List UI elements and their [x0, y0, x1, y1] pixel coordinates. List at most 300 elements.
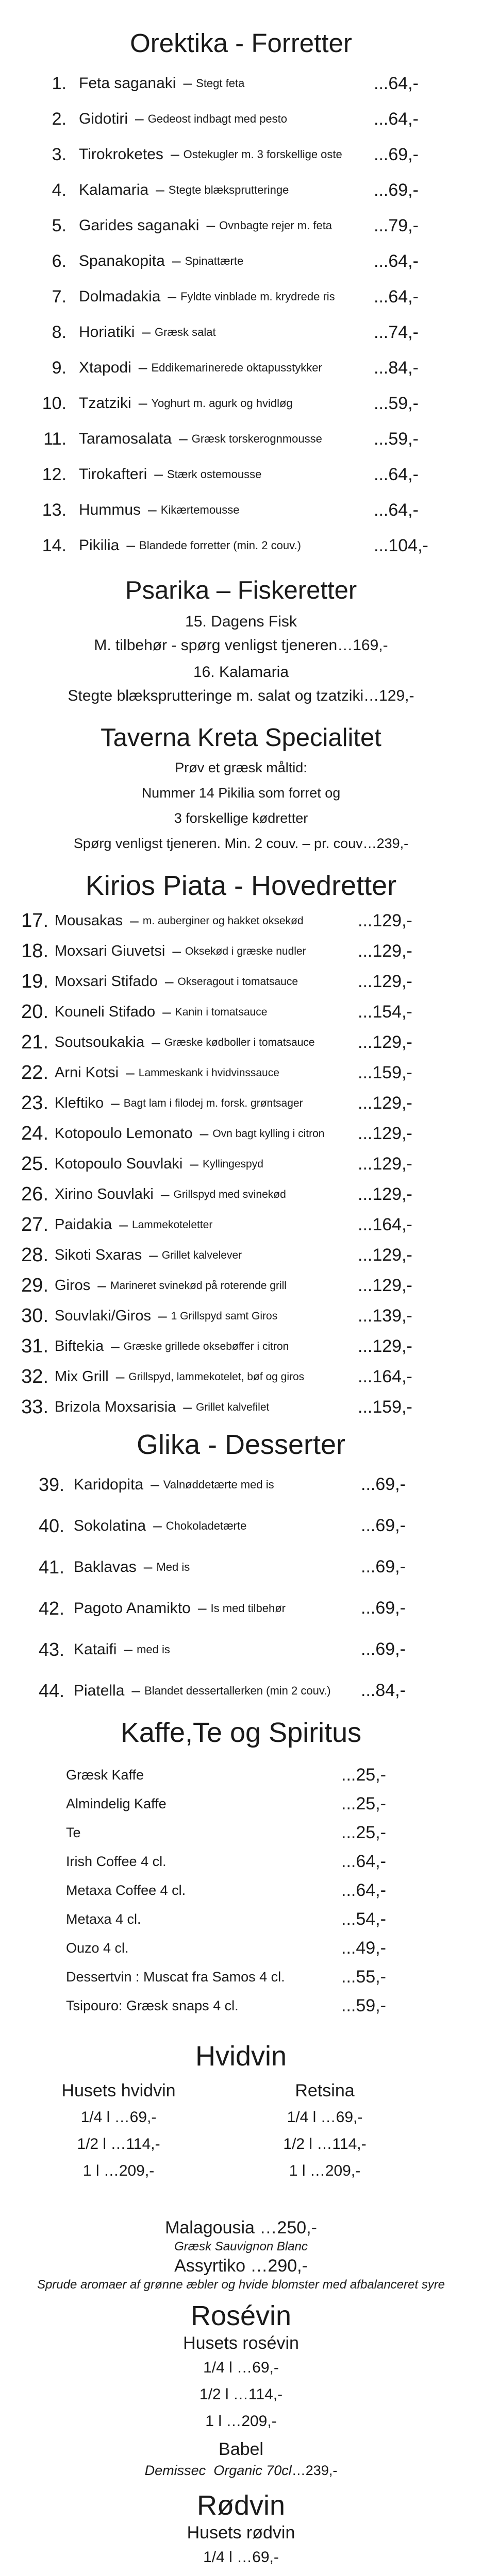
babel-price: …239,-	[291, 2462, 338, 2478]
item-dash: –	[142, 324, 151, 341]
item-price: ...129,-	[358, 1154, 412, 1174]
assyrtiko-title: Assyrtiko …290,-	[174, 2256, 308, 2276]
drink-name: Almindelig Kaffe	[66, 1796, 167, 1812]
item-price: ...164,-	[358, 1367, 412, 1387]
item-price: ...69,-	[361, 1598, 406, 1618]
item-dash: –	[168, 288, 177, 306]
kreta-line-1: Prøv et græsk måltid:	[175, 760, 307, 776]
item-dash: –	[138, 359, 147, 377]
menu-item-row	[0, 528, 482, 564]
item-dash: –	[124, 1640, 133, 1658]
item-dash: –	[111, 1337, 120, 1355]
section-title-hvidvin: Hvidvin	[195, 2040, 287, 2072]
item-description: Marineret svinekød på roterende grill	[110, 1279, 287, 1292]
item-description: Chokoladetærte	[165, 1519, 247, 1532]
item-dash: –	[126, 1064, 135, 1081]
item-number: 29.	[21, 1275, 48, 1297]
item-dash: –	[206, 217, 215, 234]
hovedretter-list	[0, 906, 482, 1422]
item-dash: –	[149, 1246, 158, 1264]
menu-item-row	[0, 967, 482, 997]
item-description: Bagt lam i filodej m. forsk. grøntsager	[123, 1097, 303, 1109]
kreta-line-4: Spørg venligst tjeneren. Min. 2 couv. – pr. couv…239,-	[73, 836, 409, 852]
item-dash: –	[131, 1682, 141, 1699]
menu-item-row	[0, 66, 482, 101]
item-dash: –	[183, 75, 192, 92]
menu-item-row	[0, 1301, 482, 1331]
drink-price: ...55,-	[341, 1967, 386, 1987]
item-name: Dolmadakia	[79, 288, 161, 306]
rosevin-block	[0, 2332, 482, 2480]
item-name: Kleftiko	[55, 1095, 104, 1112]
menu-item-row	[0, 1270, 482, 1301]
item-name: Moxsari Stifado	[55, 973, 158, 990]
hvidvin-house-col	[26, 2077, 211, 2184]
item-description: Grillet kalvelever	[161, 1249, 242, 1261]
item-number: 8.	[52, 322, 67, 342]
rodvin-line: 1/4 l …69,-	[203, 2548, 279, 2566]
item-dash: –	[135, 110, 144, 128]
item-dash: –	[111, 1094, 120, 1112]
item-price: ...159,-	[358, 1397, 412, 1417]
item-name: Kouneli Stifado	[55, 1004, 156, 1021]
menu-item-row	[0, 1240, 482, 1270]
babel-title: Babel	[219, 2439, 263, 2459]
item-description: Yoghurt m. agurk og hvidløg	[151, 397, 293, 410]
menu-item-row	[0, 1088, 482, 1118]
hvidvin-house-title: Husets hvidvin	[61, 2080, 176, 2100]
menu-item-row	[0, 1392, 482, 1422]
menu-item-row	[0, 1210, 482, 1240]
item-dash: –	[162, 1003, 171, 1021]
rodvin-block	[0, 2521, 482, 2576]
item-price: ...84,-	[374, 358, 419, 378]
section-title-fisk: Psarika – Fiskeretter	[125, 576, 357, 604]
menu-item-row	[0, 1505, 482, 1547]
menu-item-row	[0, 1027, 482, 1058]
retsina-line: 1 l …209,-	[289, 2162, 361, 2179]
item-price: ...139,-	[358, 1306, 412, 1326]
item-price: ...104,-	[374, 535, 428, 555]
item-price: ...154,-	[358, 1002, 412, 1022]
drink-row	[0, 1848, 482, 1876]
item-number: 41.	[38, 1556, 64, 1578]
menu-item-row	[0, 493, 482, 528]
item-number: 25.	[21, 1153, 48, 1175]
fisk-item-15-title: 15. Dagens Fisk	[185, 613, 297, 630]
item-dash: –	[130, 912, 139, 929]
item-dash: –	[148, 501, 157, 519]
item-number: 42.	[38, 1597, 64, 1619]
item-number: 23.	[21, 1092, 48, 1114]
item-dash: –	[172, 942, 181, 960]
item-name: Souvlaki/Giros	[55, 1308, 151, 1325]
item-number: 26.	[21, 1183, 48, 1206]
drink-price: ...64,-	[341, 1880, 386, 1901]
item-number: 18.	[21, 940, 48, 962]
item-description: Ostekugler m. 3 forskellige oste	[183, 148, 342, 161]
item-price: ...64,-	[374, 73, 419, 93]
menu-item-row	[0, 244, 482, 279]
item-name: Arni Kotsi	[55, 1064, 119, 1081]
menu-item-row	[0, 173, 482, 208]
item-name: Hummus	[79, 501, 141, 519]
item-description: Okseragout i tomatsauce	[177, 975, 298, 988]
item-price: ...79,-	[374, 215, 419, 235]
item-price: ...64,-	[374, 464, 419, 484]
item-name: Tzatziki	[79, 395, 131, 412]
drink-row	[0, 1963, 482, 1992]
retsina-title: Retsina	[295, 2080, 355, 2100]
item-dash: –	[160, 1185, 170, 1203]
item-name: Piatella	[74, 1682, 125, 1699]
item-price: ...69,-	[361, 1516, 406, 1536]
item-name: Baklavas	[74, 1558, 137, 1575]
item-dash: –	[197, 1599, 207, 1617]
item-description: Kyllingespyd	[202, 1158, 263, 1170]
drink-name: Metaxa Coffee 4 cl.	[66, 1883, 186, 1899]
item-dash: –	[156, 181, 164, 199]
menu-item-row	[0, 1118, 482, 1149]
item-name: Horiatiki	[79, 324, 135, 341]
item-number: 24.	[21, 1123, 48, 1145]
item-number: 13.	[42, 500, 67, 520]
item-name: Spanakopita	[79, 252, 165, 270]
item-name: Tirokafteri	[79, 466, 147, 483]
item-number: 12.	[42, 464, 67, 484]
item-price: ...69,-	[361, 1557, 406, 1577]
item-number: 4.	[52, 180, 67, 200]
item-description: m. auberginer og hakket oksekød	[142, 914, 304, 927]
hvidvin-special-block	[0, 2216, 482, 2293]
hvidvin-house-line: 1/4 l …69,-	[80, 2108, 157, 2126]
item-price: ...129,-	[358, 1276, 412, 1296]
item-number: 32.	[21, 1366, 48, 1388]
item-name: Mousakas	[55, 912, 123, 929]
item-price: ...129,-	[358, 972, 412, 992]
section-title-kreta: Taverna Kreta Specialitet	[101, 723, 381, 752]
drink-price: ...59,-	[341, 1996, 386, 2016]
item-description: Ovnbagte rejer m. feta	[219, 219, 333, 232]
item-number: 10.	[42, 393, 67, 413]
item-dash: –	[151, 1476, 159, 1493]
item-description: Valnøddetærte med is	[163, 1478, 274, 1491]
drink-name: Græsk Kaffe	[66, 1767, 144, 1783]
kreta-line-2: Nummer 14 Pikilia som forret og	[141, 785, 341, 801]
fisk-block	[0, 610, 482, 708]
item-price: ...69,-	[374, 180, 419, 200]
drink-row	[0, 1992, 482, 2021]
item-description: Oksekød i græske nudler	[185, 945, 306, 957]
drink-price: ...64,-	[341, 1852, 386, 1872]
drink-name: Dessertvin : Muscat fra Samos 4 cl.	[66, 1969, 285, 1985]
item-price: ...74,-	[374, 322, 419, 342]
drink-name: Irish Coffee 4 cl.	[66, 1854, 167, 1870]
item-description: Græske grillede oksebøffer i citron	[123, 1340, 289, 1352]
item-name: Moxsari Giuvetsi	[55, 943, 165, 960]
item-name: Sikoti Sxaras	[55, 1247, 142, 1264]
item-name: Kotopoulo Lemonato	[55, 1125, 193, 1142]
kreta-line-3: 3 forskellige kødretter	[174, 810, 308, 826]
menu-item-row	[0, 1547, 482, 1588]
item-dash: –	[119, 1216, 128, 1233]
drink-price: ...25,-	[341, 1794, 386, 1814]
item-number: 33.	[21, 1396, 48, 1418]
item-number: 3.	[52, 144, 67, 164]
drink-name: Te	[66, 1825, 81, 1841]
item-description: Grillspyd, lammekotelet, bøf og giros	[128, 1370, 305, 1383]
menu-item-row	[0, 1670, 482, 1711]
item-name: Feta saganaki	[79, 75, 176, 92]
item-description: Lammeskank i hvidvinssauce	[138, 1066, 279, 1079]
item-description: Græske kødboller i tomatsauce	[164, 1036, 315, 1048]
section-title-rodvin: Rødvin	[196, 2489, 286, 2521]
section-title-forretter: Orektika - Forretter	[130, 28, 352, 58]
item-description: Kanin i tomatsauce	[175, 1006, 268, 1018]
menu-item-row	[0, 421, 482, 457]
menu-item-row	[0, 315, 482, 350]
item-price: ...59,-	[374, 429, 419, 449]
drink-row	[0, 1905, 482, 1934]
fisk-item-16-title: 16. Kalamaria	[193, 663, 289, 681]
item-number: 17.	[21, 910, 48, 932]
item-dash: –	[190, 1155, 198, 1173]
drink-row	[0, 1934, 482, 1963]
babel-sub-1: Demissec	[144, 2462, 206, 2478]
item-name: Taramosalata	[79, 430, 172, 448]
section-title-kaffe: Kaffe,Te og Spiritus	[120, 1717, 362, 1748]
item-price: ...129,-	[358, 1245, 412, 1265]
item-number: 28.	[21, 1244, 48, 1266]
item-dash: –	[170, 146, 179, 163]
fisk-item-16-line: Stegte blæksprutteringe m. salat og tzatziki…129,-	[68, 687, 414, 704]
menu-item-row	[0, 1464, 482, 1505]
assyrtiko-sub: Sprude aromaer af grønne æbler og hvide blomster med afbalanceret syre	[37, 2277, 445, 2292]
item-price: ...69,-	[361, 1475, 406, 1495]
item-number: 7.	[52, 286, 67, 307]
item-price: ...164,-	[358, 1215, 412, 1235]
item-description: Med is	[156, 1560, 190, 1573]
item-number: 19.	[21, 971, 48, 993]
menu-item-row	[0, 1362, 482, 1392]
item-number: 27.	[21, 1214, 48, 1236]
item-name: Brizola Moxsarisia	[55, 1399, 176, 1416]
item-number: 39.	[38, 1473, 64, 1495]
item-dash: –	[143, 1558, 153, 1575]
rosevin-house-title: Husets rosévin	[183, 2333, 299, 2353]
item-number: 43.	[38, 1638, 64, 1660]
item-name: Tirokroketes	[79, 146, 163, 163]
item-description: Is med tilbehør	[210, 1601, 286, 1615]
item-dash: –	[154, 466, 163, 483]
item-number: 20.	[21, 1001, 48, 1023]
item-description: Stegte blæksprutteringe	[168, 183, 289, 197]
menu-item-row	[0, 1149, 482, 1179]
item-number: 1.	[52, 73, 67, 93]
item-dash: –	[200, 1125, 209, 1142]
drink-price: ...54,-	[341, 1909, 386, 1929]
item-price: ...129,-	[358, 1336, 412, 1357]
item-description: Blandet dessertallerken (min 2 couv.)	[144, 1684, 331, 1697]
retsina-line: 1/2 l …114,-	[283, 2135, 367, 2153]
item-name: Soutsoukakia	[55, 1034, 145, 1051]
rosevin-line: 1/2 l …114,-	[199, 2385, 283, 2403]
drink-name: Ouzo 4 cl.	[66, 1940, 129, 1956]
item-number: 21.	[21, 1031, 48, 1054]
item-name: Biftekia	[55, 1338, 104, 1355]
item-description: med is	[137, 1642, 170, 1656]
menu-item-row	[0, 1629, 482, 1670]
menu-item-row	[0, 997, 482, 1027]
item-dash: –	[126, 537, 136, 554]
drink-price: ...25,-	[341, 1765, 386, 1785]
menu-item-row	[0, 1331, 482, 1362]
item-number: 9.	[52, 358, 67, 378]
item-description: Gedeost indbagt med pesto	[147, 112, 288, 126]
item-number: 30.	[21, 1305, 48, 1327]
item-dash: –	[153, 1517, 162, 1534]
item-price: ...129,-	[358, 1032, 412, 1053]
menu-item-row	[0, 457, 482, 493]
kreta-block	[0, 755, 482, 856]
item-price: ...84,-	[361, 1681, 406, 1701]
item-number: 22.	[21, 1062, 48, 1084]
retsina-col	[232, 2077, 418, 2184]
menu-item-row	[0, 906, 482, 936]
item-price: ...129,-	[358, 1184, 412, 1205]
fisk-item-15-line: M. tilbehør - spørg venligst tjeneren…169,-	[94, 636, 388, 654]
item-description: Lammekoteletter	[131, 1218, 213, 1231]
item-number: 5.	[52, 215, 67, 235]
item-description: Ovn bagt kylling i citron	[212, 1127, 325, 1140]
item-name: Sokolatina	[74, 1517, 146, 1534]
babel-line	[0, 2461, 482, 2480]
item-dash: –	[183, 1398, 192, 1416]
item-number: 31.	[21, 1335, 48, 1358]
item-price: ...129,-	[358, 911, 412, 931]
item-dash: –	[97, 1277, 106, 1294]
item-number: 44.	[38, 1680, 64, 1701]
item-name: Giros	[55, 1277, 91, 1294]
item-price: ...59,-	[374, 393, 419, 413]
item-number: 2.	[52, 109, 67, 129]
drink-row	[0, 1876, 482, 1905]
item-dash: –	[179, 430, 188, 448]
hvidvin-house-line: 1/2 l …114,-	[77, 2135, 160, 2153]
item-dash: –	[158, 1307, 167, 1325]
forretter-list	[0, 66, 482, 564]
menu-item-row	[0, 137, 482, 173]
kaffe-list	[0, 1761, 482, 2021]
item-price: ...159,-	[358, 1063, 412, 1083]
drink-price: ...25,-	[341, 1823, 386, 1843]
item-description: Grillet kalvefilet	[195, 1401, 270, 1413]
item-description: Grillspyd med svinekød	[173, 1188, 286, 1200]
rosevin-line: 1 l …209,-	[205, 2412, 277, 2430]
item-name: Pikilia	[79, 537, 120, 554]
item-price: ...64,-	[374, 286, 419, 307]
hvidvin-house-line: 1 l …209,-	[82, 2162, 155, 2179]
menu-item-row	[0, 208, 482, 244]
item-name: Kalamaria	[79, 181, 149, 199]
item-price: ...129,-	[358, 1093, 412, 1113]
hvidvin-columns	[0, 2077, 482, 2216]
rodvin-line	[0, 2571, 482, 2576]
item-description: Spinattærte	[185, 255, 244, 268]
item-description: Græsk salat	[155, 326, 216, 339]
drink-row	[0, 1819, 482, 1848]
drink-row	[0, 1761, 482, 1790]
menu-item-row	[0, 101, 482, 137]
item-price: ...69,-	[374, 144, 419, 164]
item-description: Kikærtemousse	[160, 503, 240, 517]
menu-item-row	[0, 1179, 482, 1210]
item-price: ...129,-	[358, 1124, 412, 1144]
item-name: Paidakia	[55, 1216, 112, 1233]
item-description: Eddikemarinerede oktapusstykker	[151, 361, 322, 375]
menu-item-row	[0, 1588, 482, 1629]
menu-item-row	[0, 936, 482, 967]
item-name: Karidopita	[74, 1476, 144, 1493]
item-name: Kataifi	[74, 1640, 117, 1658]
section-title-desserter: Glika - Desserter	[136, 1429, 346, 1461]
item-price: ...129,-	[358, 941, 412, 961]
item-name: Garides saganaki	[79, 217, 200, 234]
babel-sub-2: Organic 70cl	[213, 2462, 292, 2478]
item-number: 14.	[42, 535, 67, 555]
malagousia-sub: Græsk Sauvignon Blanc	[174, 2239, 308, 2253]
item-name: Gidotiri	[79, 110, 128, 128]
item-description: Stegt feta	[196, 77, 245, 90]
rosevin-line: 1/4 l …69,-	[203, 2359, 279, 2376]
retsina-line: 1/4 l …69,-	[287, 2108, 363, 2126]
item-dash: –	[152, 1033, 160, 1051]
item-name: Kotopoulo Souvlaki	[55, 1156, 183, 1173]
item-name: Xtapodi	[79, 359, 131, 377]
item-name: Pagoto Anamikto	[74, 1599, 191, 1617]
drink-price: ...49,-	[341, 1938, 386, 1958]
drink-row	[0, 1790, 482, 1819]
rodvin-house-title: Husets rødvin	[187, 2522, 295, 2543]
item-description: Stærk ostemousse	[167, 468, 262, 481]
item-number: 40.	[38, 1515, 64, 1536]
item-number: 11.	[43, 429, 67, 449]
item-number: 6.	[52, 251, 67, 271]
item-price: ...64,-	[374, 109, 419, 129]
desserter-list	[0, 1464, 482, 1711]
item-description: Græsk torskerognmousse	[191, 432, 322, 446]
section-title-hovedretter: Kirios Piata - Hovedretter	[85, 870, 397, 902]
section-title-rosevin: Rosévin	[190, 2300, 292, 2331]
item-dash: –	[138, 395, 147, 412]
item-dash: –	[172, 252, 181, 270]
item-dash: –	[164, 973, 174, 990]
drink-name: Metaxa 4 cl.	[66, 1911, 141, 1927]
item-price: ...64,-	[374, 251, 419, 271]
malagousia-title: Malagousia …250,-	[165, 2217, 317, 2238]
item-price: ...69,-	[361, 1639, 406, 1659]
item-price: ...64,-	[374, 500, 419, 520]
menu-item-row	[0, 350, 482, 386]
item-description: Fyldte vinblade m. krydrede ris	[180, 290, 335, 303]
menu-item-row	[0, 1058, 482, 1088]
item-description: Blandede forretter (min. 2 couv.)	[139, 539, 301, 552]
item-description: 1 Grillspyd samt Giros	[171, 1310, 278, 1322]
item-dash: –	[115, 1368, 125, 1385]
drink-name: Tsipouro: Græsk snaps 4 cl.	[66, 1998, 239, 2014]
item-name: Mix Grill	[55, 1368, 109, 1385]
item-name: Xirino Souvlaki	[55, 1186, 154, 1203]
